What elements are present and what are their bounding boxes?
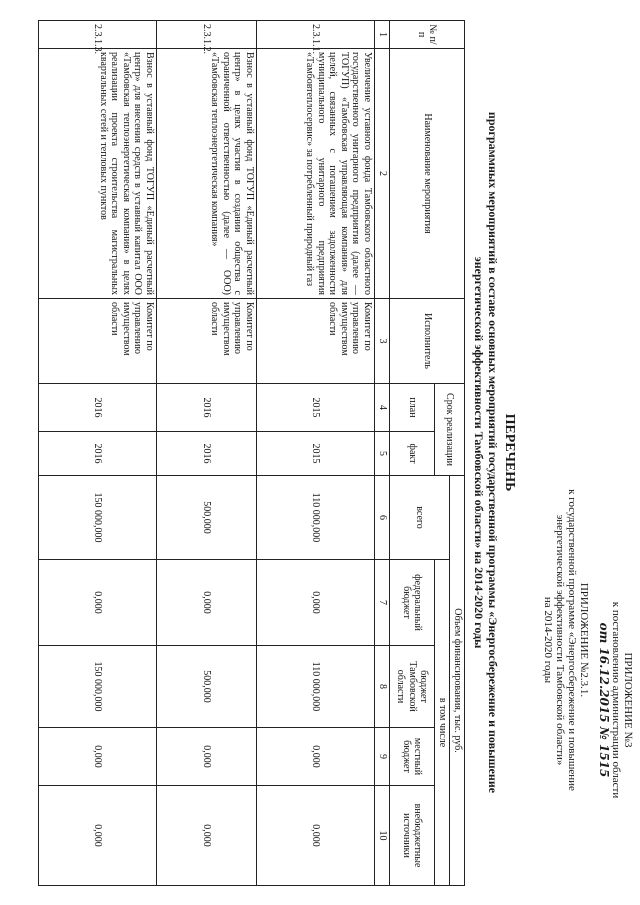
- header-fact: факт: [390, 432, 435, 476]
- row-fact: 2016: [39, 432, 157, 476]
- row-name: Увеличение уставного фонда Тамбовского областного государственного унитарного предприятия (далее — ТОГУП) «Тамбовская управляющая компания» для целей, связанных с погашением задолженности муниципального унитарного предприятия «Тамбовтеплосервис» за потребленный природный газ: [257, 49, 375, 299]
- row-total: 110 000,000: [257, 476, 375, 560]
- colnum-6: 6: [375, 476, 390, 560]
- colnum-8: 8: [375, 646, 390, 728]
- row-extra: 0,000: [39, 786, 157, 886]
- header-total: всего: [390, 476, 450, 560]
- header-term: Срок реализации: [435, 384, 465, 476]
- document-subtitle-2: энергетической эффективности Тамбовской области» на 2014-2020 годы: [472, 256, 486, 649]
- row-plan: 2016: [39, 384, 157, 432]
- header-volume: Объем финансирования, тыс. руб.: [450, 476, 465, 886]
- row-local: 0,000: [157, 728, 257, 786]
- row-total: 500,000: [157, 476, 257, 560]
- measures-table: [38, 20, 465, 886]
- row-name: Взнос в уставный фонд ТОГУП «Единый расчетный центр» для внесения средств в уставный капитал ООО «Тамбовская теплоэнергетическая компания» в целях реализации проекта строительства магистральных квартальных сетей и тепловых пунктов: [39, 49, 157, 299]
- table-row: [39, 21, 157, 886]
- row-regional: 110 000,000: [257, 646, 375, 728]
- row-local: 0,000: [257, 728, 375, 786]
- header-incl: в том числе: [435, 560, 450, 886]
- colnum-10: 10: [375, 786, 390, 886]
- colnum-1: 1: [375, 21, 390, 49]
- row-plan: 2016: [157, 384, 257, 432]
- colnum-5: 5: [375, 432, 390, 476]
- appendix-2-line1: к государственной программе «Энергосбережение и повышение: [566, 489, 578, 791]
- appendix-2-line3: на 2014-2020 годы: [542, 596, 554, 684]
- appendix-2-title: ПРИЛОЖЕНИЕ №2.3.1.: [578, 582, 590, 698]
- row-num: 2.3.1.3.: [39, 21, 157, 49]
- row-executor: Комитет по управлению имуществом области: [157, 299, 257, 384]
- row-federal: 0,000: [157, 560, 257, 646]
- header-local: местный бюджет: [390, 728, 435, 786]
- row-executor: Комитет по управлению имуществом области: [257, 299, 375, 384]
- header-num: № п/п: [390, 21, 465, 49]
- table-row: [257, 21, 375, 886]
- row-regional: 500,000: [157, 646, 257, 728]
- header-extra: внебюджетные источники: [390, 786, 435, 886]
- document-subtitle-1: программных мероприятий в составе основных мероприятий государственной программы «Энергосбережение и повышение: [486, 111, 500, 794]
- header-federal: федеральный бюджет: [390, 560, 435, 646]
- appendix-3-block: [598, 520, 634, 880]
- appendix-3-title: ПРИЛОЖЕНИЕ №3: [622, 652, 634, 748]
- colnum-9: 9: [375, 728, 390, 786]
- row-extra: 0,000: [257, 786, 375, 886]
- row-num: 2.3.1.1.: [257, 21, 375, 49]
- row-federal: 0,000: [39, 560, 157, 646]
- row-regional: 150 000,000: [39, 646, 157, 728]
- row-executor: Комитет по управлению имуществом области: [39, 299, 157, 384]
- row-fact: 2016: [157, 432, 257, 476]
- appendix-2-line2: энергетической эффективности Тамбовской области»: [554, 514, 566, 766]
- row-fact: 2015: [257, 432, 375, 476]
- colnum-7: 7: [375, 560, 390, 646]
- header-name: Наименование мероприятия: [390, 49, 465, 299]
- row-name: Взнос в уставный фонд ТОГУП «Единый расчетный центр» в целях участия в создании общества с ограниченной ответственностью (далее — ООО) «Тамбовская теплоэнергетическая компания»: [157, 49, 257, 299]
- colnum-2: 2: [375, 49, 390, 299]
- appendix-3-reference: к постановлению администрации области: [610, 601, 622, 799]
- row-total: 150 000,000: [39, 476, 157, 560]
- row-local: 0,000: [39, 728, 157, 786]
- appendix-3-handwritten-date: от 16.12.2015 № 1515: [597, 622, 611, 778]
- document-title: ПЕРЕЧЕНЬ: [502, 413, 517, 492]
- header-regional: бюджет Тамбовской области: [390, 646, 435, 728]
- colnum-3: 3: [375, 299, 390, 384]
- row-num: 2.3.1.2.: [157, 21, 257, 49]
- table-row: [157, 21, 257, 886]
- appendix-2-block: [542, 400, 590, 880]
- row-plan: 2015: [257, 384, 375, 432]
- row-federal: 0,000: [257, 560, 375, 646]
- colnum-4: 4: [375, 384, 390, 432]
- header-plan: план: [390, 384, 435, 432]
- header-executor: Исполнитель: [390, 299, 465, 384]
- row-extra: 0,000: [157, 786, 257, 886]
